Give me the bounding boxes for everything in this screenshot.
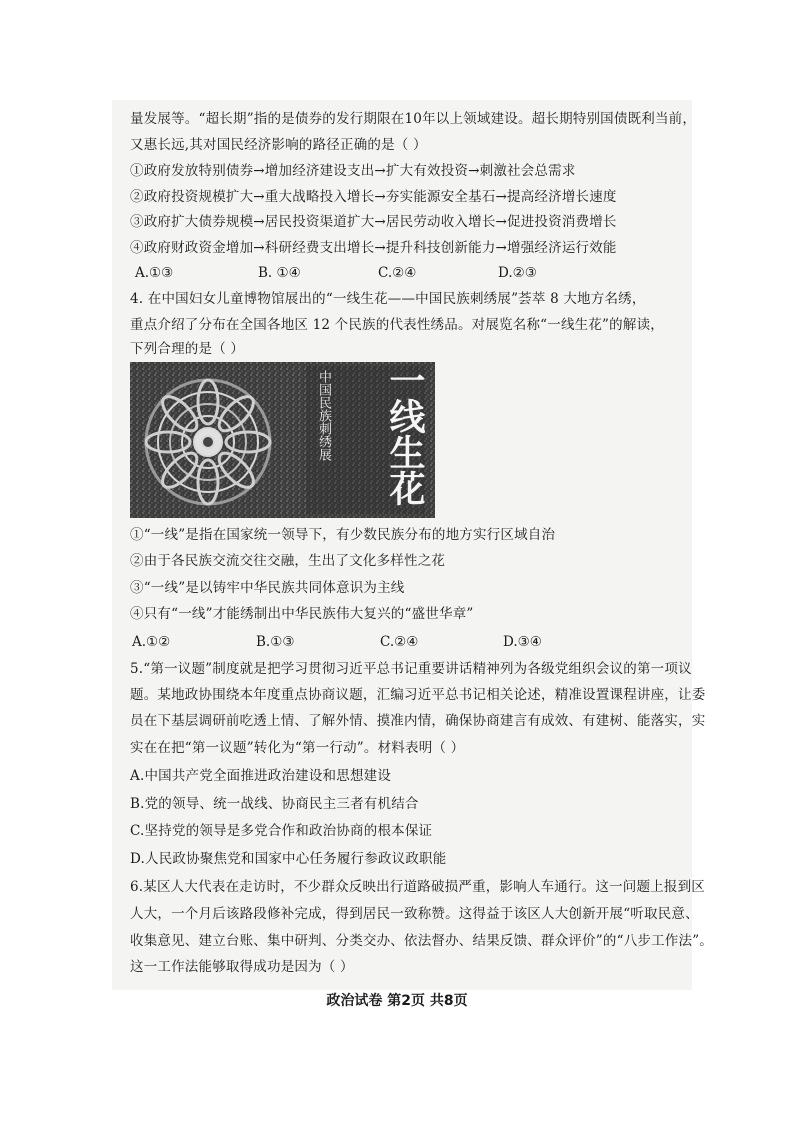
q6-line-3: 收集意见、建立台账、集中研判、分类交办、依法督办、结果反馈、群众评价”的“八步工作法”。 [130,933,714,949]
exhibition-poster-image [130,362,435,518]
q4-option-b: B.①③ [256,634,295,650]
q5-choice-c: C.坚持党的领导是多党合作和政治协商的根本保证 [130,823,433,839]
page-footer: 政治试卷 第2页 共8页 [326,993,468,1009]
q4-option-d: D.③④ [503,634,542,650]
q3-item-2: ②政府投资规模扩大→重大战略投入增长→夯实能源安全基石→提高经济增长速度 [130,189,617,205]
q3-item-4: ④政府财政资金增加→科研经费支出增长→提升科技创新能力→增强经济运行效能 [130,240,617,256]
q4-item-3: ③“一线”是以铸牢中华民族共同体意识为主线 [130,580,405,596]
poster-subtitle: 中国民族刺绣展 [316,370,331,461]
q4-item-4: ④只有“一线”才能绣制出中华民族伟大复兴的“盛世华章” [130,606,474,622]
q6-line-1: 6.某区人大代表在走访时，不少群众反映出行道路破损严重，影响人车通行。这一问题上报到区 [130,879,705,895]
q4-item-1: ①“一线”是指在国家统一领导下，有少数民族分布的地方实行区域自治 [130,527,556,543]
q3-option-d: D.②③ [498,265,537,281]
q5-line-3: 员在下基层调研前吃透上情、了解外情、摸准内情，确保协商建言有成效、有建树、能落实，实 [130,713,706,729]
q5-line-2: 题。某地政协围绕本年度重点协商议题，汇编习近平总书记相关论述，精准设置课程讲座，让委 [130,687,706,703]
q4-option-a: A.①② [132,634,171,650]
q5-choice-d: D.人民政协聚焦党和国家中心任务履行参政议政职能 [130,851,447,867]
q3-item-3: ③政府扩大债券规模→居民投资渠道扩大→居民劳动收入增长→促进投资消费增长 [130,214,617,230]
q3-item-1: ①政府发放特别债券→增加经济建设支出→扩大有效投资→刺激社会总需求 [130,163,576,179]
q5-choice-a: A.中国共产党全面推进政治建设和思想建设 [130,768,392,784]
q3-option-a: A.①③ [135,265,174,281]
q3-line-2: 又惠长远,其对国民经济影响的路径正确的是（ ） [130,137,427,153]
q3-option-c: C.②④ [378,265,417,281]
poster-big-title: 一线生花 [384,362,425,506]
q6-line-2: 人大，一个月后该路段修补完成，得到居民一致称赞。这得益于该区人大创新开展“听取民意、 [130,906,699,922]
q4-line-1: 4. 在中国妇女儿童博物馆展出的“一线生花——中国民族刺绣展”荟萃 8 大地方名绣， [130,291,646,307]
q3-option-b: B. ①④ [258,265,301,281]
q3-line-1: 量发展等。“超长期”指的是债券的发行期限在10年以上领域建设。超长期特别国债既利当前， [130,111,697,127]
q5-line-1: 5.“第一议题”制度就是把学习贯彻习近平总书记重要讲话精神列为各级党组织会议的第一项议 [130,661,692,677]
q4-option-c: C.②④ [380,634,419,650]
q6-line-4: 这一工作法能够取得成功是因为（ ） [130,959,354,975]
q4-item-2: ②由于各民族交流交往交融，生出了文化多样性之花 [130,553,446,569]
q5-line-4: 实在在把“第一议题”转化为“第一行动”。材料表明（ ） [130,740,465,756]
q4-line-2: 重点介绍了分布在全国各地区 12 个民族的代表性绣品。对展览名称“一线生花”的解读， [130,317,664,333]
q5-choice-b: B.党的领导、统一战线、协商民主三者有机结合 [130,796,419,812]
q4-line-3: 下列合理的是（ ） [130,341,245,357]
